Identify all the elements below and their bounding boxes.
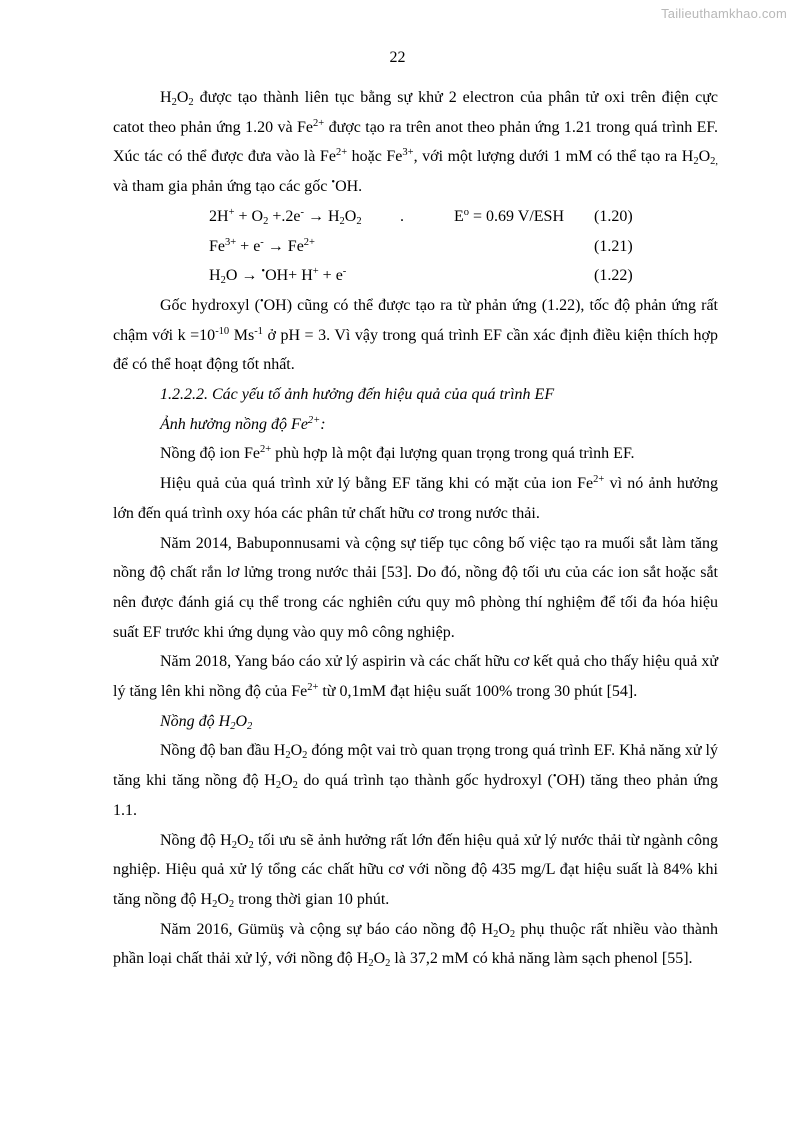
intro-paragraph: $H_2O_2$ được tạo thành liên tục bằng sự khử 2 electron của phân tử oxi trên điện cực catot theo phản ứng 1.20 và $Fe^{2+}$ được tạo ra trên anot theo phản ứng 1.21 trong quá trình EF. Xúc tác có thể được đưa vào là $Fe^{2+}$ hoặc $Fe^{3+}$, với một lượng dưới 1 mM có thể tạo ra $H_2O_{2,}$ và tham gia phản ứng tạo các gốc •OH. [113,89,719,196]
section-heading: 1.2.2.2. Các yếu tố ảnh hưởng đến hiệu quả của quá trình EF [160,385,555,403]
h2o2-paragraph-1: Nồng độ ban đầu $H_2O_2$ đóng một vai trò quan trọng trong quá trình EF. Khả năng xử lý tăng khi tăng nồng độ $H_2O_2$ do quá trình tạo thành gốc hydroxyl (•OH) tăng theo phản ứng 1.1. [113,742,719,819]
fe-heading: Ảnh hưởng nồng độ $Fe^{2+}$: [160,414,326,433]
equation-dot: . [400,207,404,225]
equation-1-21 [113,232,718,262]
equation-expression: $2H^+ + O_2 +.2e^- \to H_2O_2$ [209,206,362,227]
fe-paragraph-4: Năm 2018, Yang báo cáo xử lý aspirin và các chất hữu cơ kết quả cho thấy hiệu quả xử lý tăng lên khi nồng độ của $Fe^{2+}$ từ 0,1mM đạt hiệu suất 100% trong 30 phút [54]. [113,653,718,701]
document-body [113,83,718,974]
page-number: 22 [389,49,406,66]
h2o2-paragraph-2: Nồng độ $H_2O_2$ tối ưu sẽ ảnh hưởng rất lớn đến hiệu quả xử lý nước thải từ ngành công nghiệp. Hiệu quả xử lý tổng các chất hữu cơ với nồng độ 435 mg/L đạt hiệu suất là 84% khi tăng nồng độ $H_2O_2$ trong thời gian 10 phút. [113,831,719,910]
equation-number: (1.20) [594,207,633,225]
equation-number: (1.21) [594,237,633,255]
fe-paragraph-2: Hiệu quả của quá trình xử lý bằng EF tăng khi có mặt của ion $Fe^{2+}$ vì nó ảnh hưởng lớn đến quá trình oxy hóa các phân tử chất hữu cơ trong nước thải. [113,474,718,522]
hydroxyl-paragraph: Gốc hydroxyl (•OH) cũng có thể được tạo ra từ phản ứng (1.22), tốc độ phản ứng rất chậm với $k =10^{-10}$ $Ms^{-1}$ ở pH = 3. Vì vậy trong quá trình EF cần xác định điều kiện thích hợp để có thể hoạt động tốt nhất. [113,295,719,374]
equation-1-20 [113,202,718,232]
equation-number: (1.22) [594,267,633,285]
watermark: Tailieuthamkhao.com [661,6,787,21]
h2o2-heading: Nồng độ $H_2O_2$ [160,712,253,732]
fe-paragraph-1: Nồng độ ion $Fe^{2+}$ phù hợp là một đại lượng quan trọng trong quá trình EF. [160,444,635,463]
equation-1-22 [113,261,718,291]
equation-expression: $Fe^{3+} + e^- \to Fe^{2+}$ [209,236,315,255]
equation-expression: $H_2O \to ^•OH+ H^+ + e^-$ [209,266,347,287]
h2o2-paragraph-3: Năm 2016, Gümüş và cộng sự báo cáo nồng độ $H_2O_2$ phụ thuộc rất nhiều vào thành phần loại chất thải xử lý, với nồng độ $H_2O_2$ là 37,2 mM có khả năng làm sạch phenol [55]. [113,920,718,970]
fe-paragraph-3: Năm 2014, Babuponnusami và cộng sự tiếp tục công bố việc tạo ra muối sắt làm tăng nồng độ chất rắn lơ lửng trong nước thải [53]. Do đó, nồng độ tối ưu của các ion sắt hoặc sắt nên được đánh giá cụ thể trong các nghiên cứu quy mô phòng thí nghiệm để tối đa hóa hiệu suất EF trước khi ứng dụng vào quy mô công nghiệp. [113,534,718,641]
standard-potential: $E^o = 0.69$ V/ESH [454,206,564,225]
